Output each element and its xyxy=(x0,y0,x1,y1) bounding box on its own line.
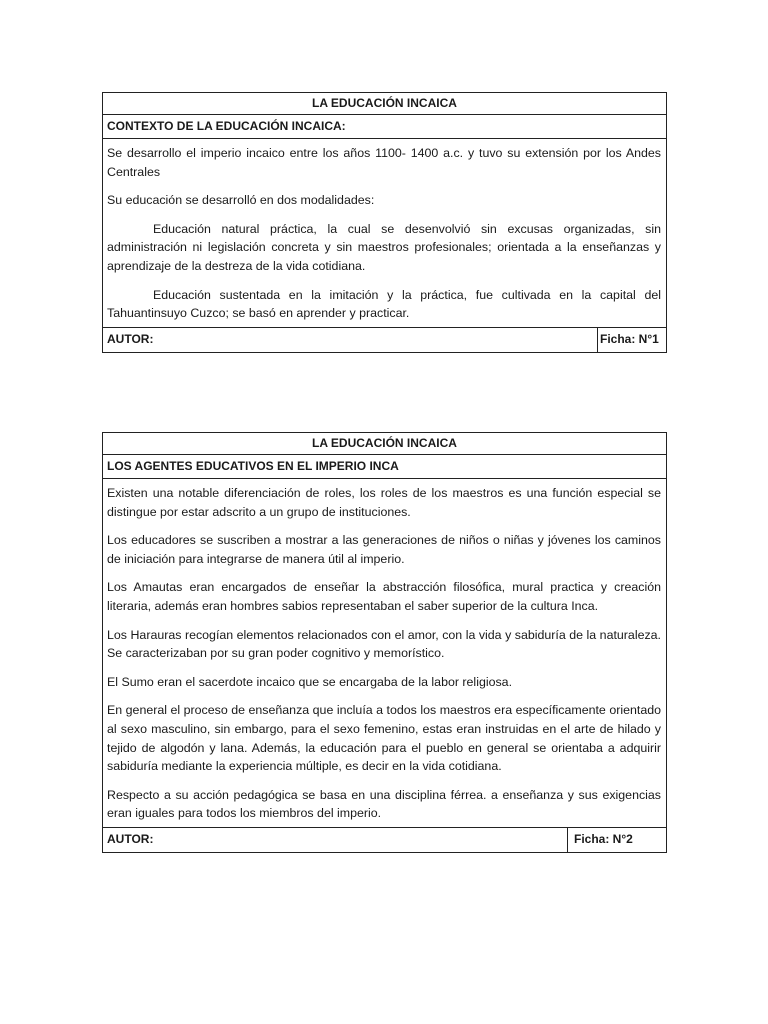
ficha-body xyxy=(103,139,666,328)
paragraph: En general el proceso de enseñanza que incluía a todos los maestros era específicamente orientado al sexo masculino, sin embargo, para el sexo femenino, estas eran instruidas en el arte de hilado y tejido de algodón y lana. Además, la educación para el pueblo en general se orientaba a adquirir sabiduría mediante la experiencia múltiple, es decir en la vida cotidiana. xyxy=(107,703,661,774)
ficha-footer xyxy=(103,328,666,352)
ficha-footer xyxy=(103,828,666,852)
ficha-subtitle: CONTEXTO DE LA EDUCACIÓN INCAICA: xyxy=(103,115,666,139)
paragraph: Educación sustentada en la imitación y la práctica, fue cultivada en la capital del Tahuantinsuyo Cuzco; se basó en aprender y practicar. xyxy=(107,287,661,321)
ficha-title: LA EDUCACIÓN INCAICA xyxy=(103,93,666,115)
ficha-card-1 xyxy=(102,92,667,353)
ficha-card-2 xyxy=(102,432,667,853)
paragraph: Respecto a su acción pedagógica se basa en una disciplina férrea. a enseñanza y sus exigencias eran iguales para todos los miembros del imperio. xyxy=(107,787,661,821)
ficha-subtitle: LOS AGENTES EDUCATIVOS EN EL IMPERIO INCA xyxy=(103,455,666,479)
paragraph: Los Amautas eran encargados de enseñar la abstracción filosófica, mural practica y creación literaria, además eran hombres sabios representaban el saber superior de la cultura Inca. xyxy=(107,580,661,613)
paragraph: Educación natural práctica, la cual se desenvolvió sin excusas organizadas, sin administración ni legislación concreta y sin maestros profesionales; orientada a la enseñanzas y aprendizaje de la destreza de la vida cotidiana. xyxy=(107,221,661,273)
paragraph: Los educadores se suscriben a mostrar a las generaciones de niños o niñas y jóvenes los caminos de iniciación para integrarse de manera útil al imperio. xyxy=(107,533,661,566)
autor-label: AUTOR: xyxy=(107,831,154,846)
paragraph: Existen una notable diferenciación de roles, los roles de los maestros es una función especial se distingue por estar adscrito a un grupo de instituciones. xyxy=(107,486,661,519)
paragraph: Se desarrollo el imperio incaico entre los años 1100- 1400 a.c. y tuvo su extensión por los Andes Centrales xyxy=(107,146,661,179)
ficha-number: Ficha: N°2 xyxy=(567,828,666,852)
ficha-title: LA EDUCACIÓN INCAICA xyxy=(103,433,666,455)
paragraph: Los Harauras recogían elementos relacionados con el amor, con la vida y sabiduría de la naturaleza. Se caracterizaban por su gran poder cognitivo y memorístico. xyxy=(107,627,661,661)
paragraph: Su educación se desarrolló en dos modalidades: xyxy=(107,193,375,208)
ficha-body xyxy=(103,479,666,828)
ficha-number: Ficha: N°1 xyxy=(597,328,666,352)
autor-label: AUTOR: xyxy=(107,331,154,346)
paragraph: El Sumo eran el sacerdote incaico que se encargaba de la labor religiosa. xyxy=(107,674,513,689)
